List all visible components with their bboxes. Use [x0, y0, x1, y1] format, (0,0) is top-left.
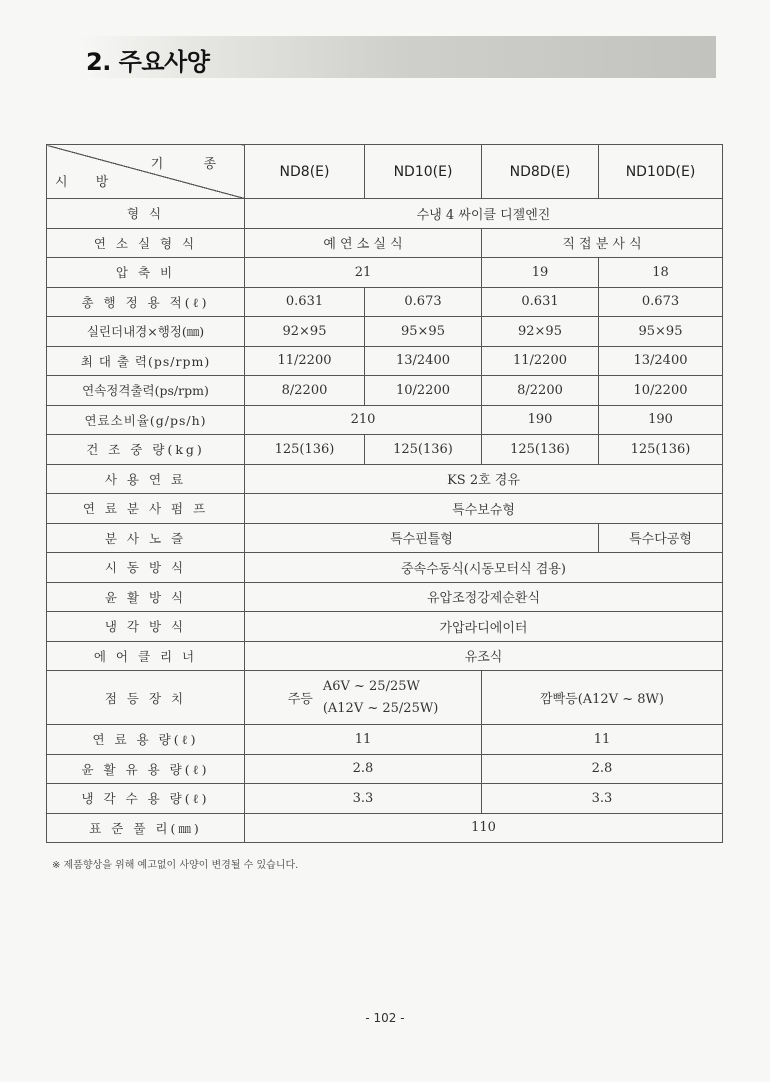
- row-label: 에 어 클 리 너: [47, 641, 245, 671]
- row-label: 연료소비율(g/ps/h): [47, 405, 245, 435]
- row-value: 0.673: [599, 287, 723, 317]
- row-label: 시 동 방 식: [47, 553, 245, 583]
- row-value: 11/2200: [245, 346, 365, 376]
- row-value: 13/2400: [365, 346, 482, 376]
- row-value: 110: [245, 813, 723, 843]
- row-value: 190: [599, 405, 723, 435]
- row-value: 0.631: [482, 287, 599, 317]
- table-row-fuel: [47, 464, 723, 494]
- row-value: 10/2200: [599, 376, 723, 406]
- table-row-cooling: [47, 612, 723, 642]
- model-header-nd8e: ND8(E): [245, 145, 365, 199]
- row-value: 특수보슈형: [245, 494, 723, 524]
- row-label: 실린더내경×행정(㎜): [47, 317, 245, 347]
- table-row-fuel-rate: [47, 405, 723, 435]
- row-value: 11: [245, 725, 482, 755]
- footnote: ※ 제품향상을 위해 예고없이 사양이 변경될 수 있습니다.: [52, 860, 299, 871]
- table-row-max-output: [47, 346, 723, 376]
- model-header-nd8de: ND8D(E): [482, 145, 599, 199]
- row-value: 예 연 소 실 식: [245, 228, 482, 258]
- table-row-oil-capacity: [47, 754, 723, 784]
- row-label: 최 대 출 력(ps/rpm): [47, 346, 245, 376]
- model-header-nd10e: ND10(E): [365, 145, 482, 199]
- row-value: 유압조정강제순환식: [245, 582, 723, 612]
- row-value: 3.3: [482, 784, 723, 814]
- main-lamp-prefix: 주등: [287, 692, 313, 707]
- row-value: 3.3: [245, 784, 482, 814]
- row-value: 0.631: [245, 287, 365, 317]
- row-value: 190: [482, 405, 599, 435]
- table-row-displacement: [47, 287, 723, 317]
- row-value: 125(136): [245, 435, 365, 465]
- row-value: 0.673: [365, 287, 482, 317]
- corner-spec-label: 시 방: [55, 175, 121, 190]
- row-label: 총 행 정 용 적(ℓ): [47, 287, 245, 317]
- table-row-injection-pump: [47, 494, 723, 524]
- row-label: 건 조 중 량(kg): [47, 435, 245, 465]
- main-lamp-spec-6v: A6V ~ 25/25W: [322, 678, 420, 694]
- row-label: 연 료 용 량(ℓ): [47, 725, 245, 755]
- row-label: 냉 각 수 용 량(ℓ): [47, 784, 245, 814]
- header-corner-cell: [47, 145, 245, 199]
- table-row-air-cleaner: [47, 641, 723, 671]
- table-row-lamp: [47, 671, 723, 725]
- table-row-bore-stroke: [47, 317, 723, 347]
- row-label: 형 식: [47, 199, 245, 229]
- row-value: 11/2200: [482, 346, 599, 376]
- row-label: 연 소 실 형 식: [47, 228, 245, 258]
- table-header-row: [47, 145, 723, 199]
- row-value: 125(136): [482, 435, 599, 465]
- section-title: 2. 주요사양: [86, 48, 210, 76]
- table-row-nozzle: [47, 523, 723, 553]
- row-value: 11: [482, 725, 723, 755]
- row-value: 92×95: [245, 317, 365, 347]
- main-lamp-spec-12v: (A12V ~ 25/25W): [322, 700, 439, 716]
- row-value: 유조식: [245, 641, 723, 671]
- row-value: 125(136): [365, 435, 482, 465]
- row-label: 표 준 풀 리(㎜): [47, 813, 245, 843]
- row-value: 8/2200: [482, 376, 599, 406]
- table-row-coolant-capacity: [47, 784, 723, 814]
- table-row-dry-weight: [47, 435, 723, 465]
- row-value: 95×95: [365, 317, 482, 347]
- table-row-continuous-output: [47, 376, 723, 406]
- row-label: 윤 활 유 용 량(ℓ): [47, 754, 245, 784]
- row-value: 210: [245, 405, 482, 435]
- row-value: 125(136): [599, 435, 723, 465]
- row-value: 13/2400: [599, 346, 723, 376]
- row-value: 18: [599, 258, 723, 288]
- row-value: 10/2200: [365, 376, 482, 406]
- corner-model-label: 기 종: [150, 157, 234, 172]
- blink-lamp-cell: 깜빡등(A12V ~ 8W): [482, 671, 723, 725]
- row-label: 압 축 비: [47, 258, 245, 288]
- table-row-lubrication: [47, 582, 723, 612]
- spec-table: [46, 144, 723, 843]
- row-label: 점 등 장 치: [47, 671, 245, 725]
- table-row-compression: [47, 258, 723, 288]
- row-value: 21: [245, 258, 482, 288]
- row-value: KS 2호 경유: [245, 464, 723, 494]
- table-row-fuel-capacity: [47, 725, 723, 755]
- row-value: 19: [482, 258, 599, 288]
- row-value: 92×95: [482, 317, 599, 347]
- row-value: 수냉 4 싸이클 디젤엔진: [245, 199, 723, 229]
- page-number: - 102 -: [365, 1011, 405, 1025]
- row-value: 2.8: [245, 754, 482, 784]
- row-value: 특수다공형: [599, 523, 723, 553]
- row-value: 중속수동식(시동모터식 겸용): [245, 553, 723, 583]
- table-row-pulley: [47, 813, 723, 843]
- table-row-type: [47, 199, 723, 229]
- row-label: 연속정격출력(ps/rpm): [47, 376, 245, 406]
- row-value: 가압라디에이터: [245, 612, 723, 642]
- main-lamp-cell: [245, 671, 482, 725]
- row-label: 연 료 분 사 펌 프: [47, 494, 245, 524]
- row-label: 분 사 노 즐: [47, 523, 245, 553]
- model-header-nd10de: ND10D(E): [599, 145, 723, 199]
- row-value: 8/2200: [245, 376, 365, 406]
- row-value: 2.8: [482, 754, 723, 784]
- table-row-combustion: [47, 228, 723, 258]
- row-value: 95×95: [599, 317, 723, 347]
- row-value: 특수핀틀형: [245, 523, 599, 553]
- row-value: 직 접 분 사 식: [482, 228, 723, 258]
- row-label: 윤 활 방 식: [47, 582, 245, 612]
- table-row-starting: [47, 553, 723, 583]
- row-label: 냉 각 방 식: [47, 612, 245, 642]
- row-label: 사 용 연 료: [47, 464, 245, 494]
